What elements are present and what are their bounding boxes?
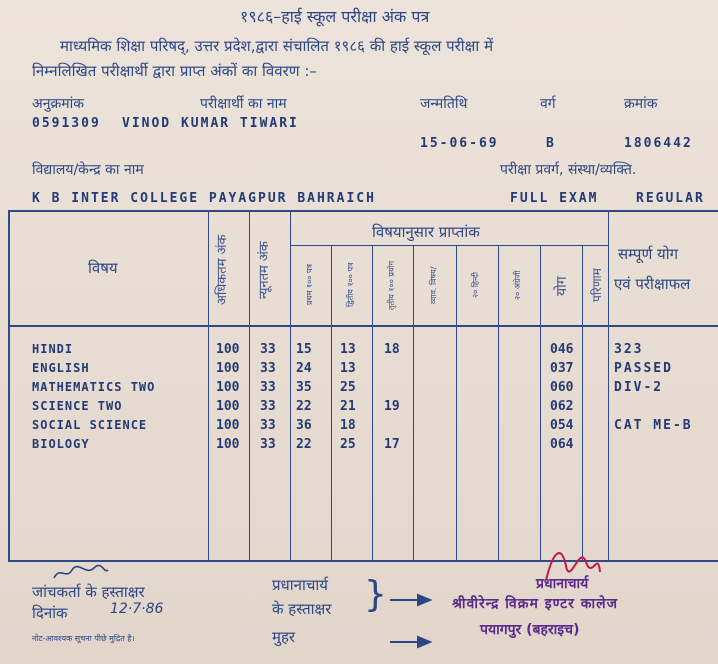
- category: CAT ME-B: [614, 418, 693, 433]
- arrow-icon: [388, 592, 434, 608]
- checker-signature: [50, 562, 110, 584]
- category-label: परीक्षा प्रवर्ग, संस्था/व्यक्ति.: [500, 162, 637, 178]
- min-marks: 33: [260, 418, 276, 433]
- serial-label: क्रमांक: [624, 96, 658, 112]
- table-left-border: [8, 210, 10, 562]
- paper2-header: द्वितीय १०० पत्र: [346, 262, 355, 308]
- intro-line-2: निम्नलिखित परीक्षार्थी द्वारा प्राप्त अंकों का विवरण :–: [32, 62, 317, 80]
- max-marks: 100: [216, 342, 240, 357]
- principal-sign-label: के हस्ताक्षर: [272, 600, 332, 618]
- min-marks: 33: [260, 437, 276, 452]
- roll-number: 0591309: [32, 116, 101, 131]
- subject-name: SCIENCE TWO: [32, 399, 123, 413]
- class-label: वर्ग: [540, 96, 556, 112]
- hindi-20-header: २० हिन्दी: [471, 272, 480, 298]
- min-marks: 33: [260, 342, 276, 357]
- vocational-header: व्याव. विषय/: [429, 266, 438, 304]
- col-divider: [582, 245, 583, 560]
- paper1-header: प्रथम १०० पत्र: [305, 264, 314, 306]
- paper3-marks: 18: [384, 342, 400, 357]
- subjectwise-header: विषयानुसार प्राप्तांक: [372, 223, 480, 241]
- paper1-marks: 15: [296, 342, 312, 357]
- marksheet-title: १९८६–हाई स्कूल परीक्षा अंक पत्र: [240, 7, 430, 26]
- footer-note: नोट-आवश्यक सूचना पीछे मुद्रित है।: [32, 634, 135, 643]
- name-label: परीक्षार्थी का नाम: [200, 96, 287, 112]
- dob-value: 15-06-69: [420, 136, 499, 151]
- dob-label: जन्मतिथि: [420, 96, 468, 112]
- school-label: विद्यालय/केन्द्र का नाम: [32, 162, 144, 178]
- paper2-marks: 25: [340, 437, 356, 452]
- result-col-header: परिणाम: [590, 268, 604, 302]
- subject-name: SOCIAL SCIENCE: [32, 418, 148, 432]
- subject-total: 062: [550, 399, 574, 414]
- col-divider: [290, 210, 291, 560]
- col-divider: [372, 245, 373, 560]
- min-marks: 33: [260, 399, 276, 414]
- paper2-marks: 21: [340, 399, 356, 414]
- candidate-type: REGULAR: [636, 191, 705, 206]
- principal-label: प्रधानाचार्य: [272, 576, 328, 594]
- stamp-line-1: श्रीवीरेन्द्र विक्रम इण्टर कालेज: [452, 596, 618, 612]
- paper2-marks: 18: [340, 418, 356, 433]
- subject-name: BIOLOGY: [32, 437, 90, 451]
- min-marks: 33: [260, 380, 276, 395]
- paper2-marks: 13: [340, 342, 356, 357]
- arrow-icon: [388, 634, 434, 650]
- exam-type: FULL EXAM: [510, 191, 599, 206]
- col-divider: [540, 245, 541, 560]
- subject-name: MATHEMATICS TWO: [32, 380, 156, 394]
- paper3-marks: 17: [384, 437, 400, 452]
- subject-header: विषय: [88, 259, 118, 277]
- max-marks: 100: [216, 437, 240, 452]
- col-divider: [249, 210, 250, 560]
- max-marks-header: अधिकतम अंक: [215, 234, 230, 306]
- brace-icon: }: [364, 574, 387, 615]
- grand-total: 323: [614, 342, 644, 357]
- result-header: एवं परीक्षाफल: [614, 275, 691, 293]
- checker-sign-label: जांचकर्ता के हस्ताक्षर: [32, 583, 145, 601]
- stamp-title: प्रधानाचार्य: [536, 576, 589, 592]
- min-marks: 33: [260, 361, 276, 376]
- subheader-divider: [290, 245, 608, 246]
- intro-line-1: माध्यमिक शिक्षा परिषद्, उत्तर प्रदेश,द्वारा संचालित १९८६ की हाई स्कूल परीक्षा में: [60, 37, 494, 55]
- max-marks: 100: [216, 361, 240, 376]
- paper1-marks: 22: [296, 437, 312, 452]
- table-header-divider: [8, 325, 718, 327]
- subject-total: 046: [550, 342, 574, 357]
- serial-value: 1806442: [624, 136, 693, 151]
- stamp-line-2: पयागपुर (बहराइच): [480, 622, 580, 638]
- col-divider: [608, 210, 609, 560]
- col-divider: [413, 245, 414, 560]
- paper3-marks: 19: [384, 399, 400, 414]
- col-divider: [456, 245, 457, 560]
- col-divider: [498, 245, 499, 560]
- division: DIV-2: [614, 380, 664, 395]
- paper2-marks: 13: [340, 361, 356, 376]
- paper2-marks: 25: [340, 380, 356, 395]
- total-header: योग: [554, 276, 570, 296]
- paper1-marks: 22: [296, 399, 312, 414]
- school-name: K B INTER COLLEGE PAYAGPUR BAHRAICH: [32, 191, 376, 206]
- min-marks-header: न्यूनतम अंक: [257, 241, 272, 299]
- table-bottom-border: [8, 560, 718, 562]
- col-divider: [331, 245, 332, 560]
- max-marks: 100: [216, 418, 240, 433]
- roll-label: अनुक्रमांक: [32, 96, 84, 112]
- max-marks: 100: [216, 380, 240, 395]
- subject-name: ENGLISH: [32, 361, 90, 375]
- paper1-marks: 35: [296, 380, 312, 395]
- seal-label: मुहर: [272, 628, 296, 646]
- paper1-marks: 24: [296, 361, 312, 376]
- date-label: दिनांक: [32, 604, 68, 622]
- paper1-marks: 36: [296, 418, 312, 433]
- subject-total: 037: [550, 361, 574, 376]
- paper3-header: तृतीय १०० प्रयोग: [387, 260, 396, 310]
- subject-total: 064: [550, 437, 574, 452]
- subject-total: 060: [550, 380, 574, 395]
- col-divider: [208, 210, 209, 560]
- candidate-name: VINOD KUMAR TIWARI: [122, 116, 299, 131]
- table-top-border: [8, 210, 718, 212]
- english-20-header: २० अंग्रेजी: [513, 270, 522, 300]
- result-status: PASSED: [614, 361, 673, 376]
- subject-name: HINDI: [32, 342, 74, 356]
- grand-total-header: सम्पूर्ण योग: [618, 245, 679, 263]
- subject-total: 054: [550, 418, 574, 433]
- class-value: B: [546, 136, 556, 151]
- max-marks: 100: [216, 399, 240, 414]
- date-value: 12·7·86: [110, 601, 164, 617]
